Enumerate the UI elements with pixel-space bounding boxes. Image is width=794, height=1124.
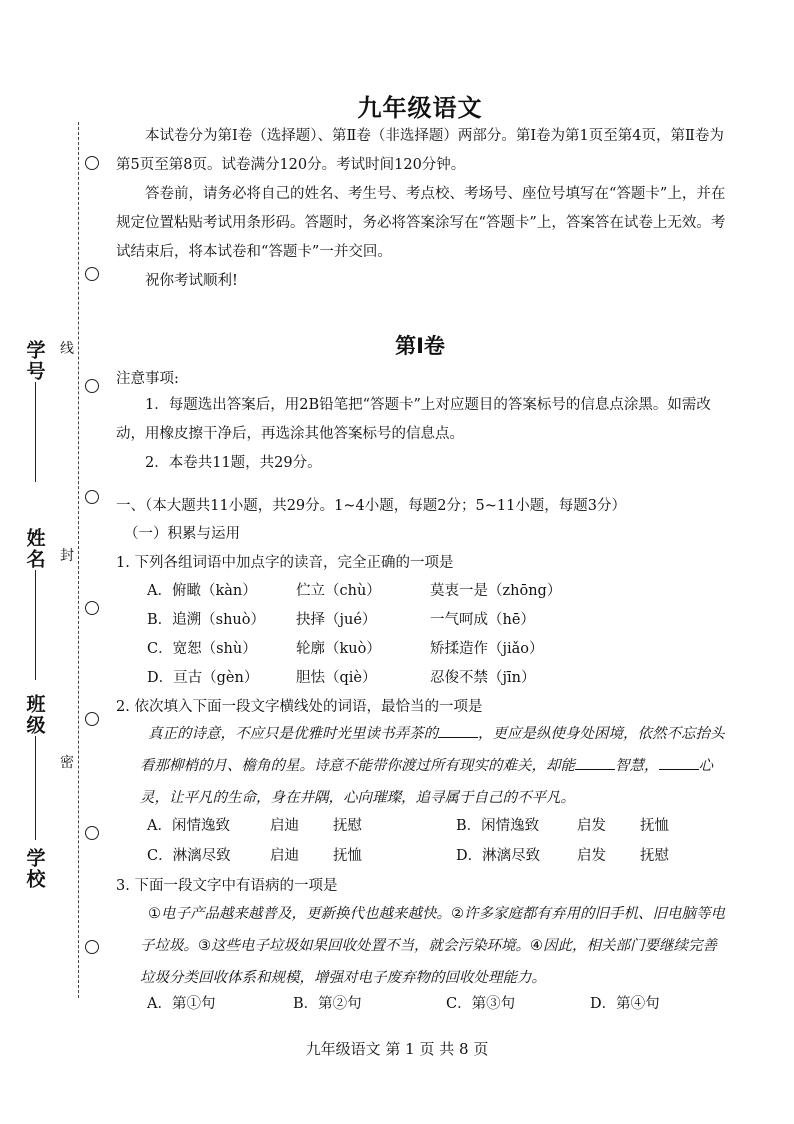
seal-char-mi: 密 (60, 755, 74, 771)
page-footer: 九年级语文 第 1 页 共 8 页 (305, 1040, 489, 1058)
q1-option-c-3: 矫揉造作（jiǎo） (430, 641, 544, 657)
class-line (35, 736, 36, 840)
q3-option-a[interactable]: A．第①句 (147, 996, 216, 1012)
intro-paragraph-3: 祝你考试顺利! (145, 273, 238, 289)
exam-title: 九年级语文 (357, 94, 483, 122)
student-id-line (35, 382, 36, 482)
notice-2: 2．本卷共11题，共29分。 (145, 455, 322, 471)
intro-paragraph-1: 本试卷分为第Ⅰ卷（选择题）、第Ⅱ卷（非选择题）两部分。第Ⅰ卷为第1页至第4页，第Ⅱ卷为第5页至第8页。试卷满分120分。考试时间120分钟。 (116, 128, 724, 173)
q3-option-c[interactable]: C．第③句 (446, 996, 516, 1012)
binding-hole (85, 379, 99, 393)
section-title: 第Ⅰ卷 (395, 334, 445, 358)
binding-hole (85, 601, 99, 615)
q3-stem: 3. 下面一段文字中有语病的一项是 (116, 878, 338, 894)
q2-option-b-2: 启发 (577, 818, 606, 834)
q2-option-c-3: 抚恤 (333, 848, 362, 864)
binding-hole (85, 940, 99, 954)
q2-passage (140, 718, 726, 814)
q2-option-b-1[interactable]: B．闲情逸致 (456, 818, 540, 834)
q2-text-a: 真正的诗意，不应只是优雅时光里读书弄茶的 (148, 726, 438, 742)
q2-text-d: 心灵，让平凡的生命，身在井隅，心向璀璨，追寻属于自己的不平凡。 (140, 758, 713, 806)
q1-option-a-3: 莫衷一是（zhōng） (430, 583, 562, 599)
seal-char-feng: 封 (60, 548, 74, 564)
school-label: 学校 (23, 848, 46, 890)
q1-option-d-2: 胆怯（qiè） (296, 670, 377, 686)
q3-option-d[interactable]: D．第④句 (590, 996, 660, 1012)
q2-option-c-2: 启迪 (270, 848, 299, 864)
school-field[interactable] (22, 848, 48, 890)
q3-option-b[interactable]: B．第②句 (293, 996, 362, 1012)
q2-blank-1 (438, 723, 478, 738)
q1-option-a-2: 伫立（chù） (296, 583, 381, 599)
q3-passage: ①电子产品越来越普及，更新换代也越来越快。②许多家庭都有弃用的旧手机、旧电脑等电子垃圾。③这些电子垃圾如果回收处置不当，就会污染环境。④因此，相关部门要继续完善垃圾分类回收体系和规模，增强对电子废弃物的回收处理能力。 (140, 906, 725, 986)
notice-1: 1．每题选出答案后，用2B铅笔把“答题卡”上对应题目的答案标号的信息点涂黑。如需改动，用橡皮擦干净后，再选涂其他答案标号的信息点。 (116, 397, 711, 442)
name-label: 姓名 (23, 528, 46, 570)
intro-paragraph-2: 答卷前，请务必将自己的姓名、考生号、考点校、考场号、座位号填写在“答题卡”上，并在规定位置粘贴考试用条形码。答题时，务必将答案涂写在“答题卡”上，答案答在试卷上无效。考试结束后，将本试卷和“答题卡”一并交回。 (116, 186, 726, 260)
q1-option-b-2: 抉择（jué） (296, 612, 377, 628)
q1-option-c-2: 轮廓（kuò） (296, 641, 381, 657)
class-field[interactable] (22, 694, 48, 840)
q2-option-d-2: 启发 (577, 848, 606, 864)
part-heading: 一、（本大题共11小题，共29分。1~4小题，每题2分；5~11小题，每题3分） (116, 498, 627, 514)
q2-blank-2 (575, 755, 615, 770)
q1-option-c-1[interactable]: C．宽恕（shù） (147, 641, 257, 657)
student-id-label: 学号 (23, 340, 46, 382)
q1-option-b-1[interactable]: B．追溯（shuò） (147, 612, 266, 628)
q2-option-c-1[interactable]: C．淋漓尽致 (147, 848, 231, 864)
q2-option-d-1[interactable]: D．淋漓尽致 (456, 848, 541, 864)
notice-label: 注意事项: (116, 371, 179, 387)
q1-stem: 1. 下列各组词语中加点字的读音，完全正确的一项是 (116, 555, 454, 571)
seal-char-xian: 线 (60, 341, 74, 357)
q2-option-a-3: 抚慰 (333, 818, 362, 834)
binding-hole (85, 826, 99, 840)
q2-option-a-1[interactable]: A．闲情逸致 (147, 818, 230, 834)
subsection-heading: （一）积累与运用 (124, 526, 240, 542)
q2-blank-3 (659, 755, 699, 770)
name-line (35, 570, 36, 680)
q1-option-b-3: 一气呵成（hē） (430, 612, 535, 628)
binding-hole (85, 267, 99, 281)
q1-option-d-1[interactable]: D．亘古（gèn） (147, 670, 259, 686)
q1-option-a-1[interactable]: A．俯瞰（kàn） (147, 583, 257, 599)
student-id-field[interactable] (22, 340, 48, 482)
q2-option-b-3: 抚恤 (640, 818, 669, 834)
q2-option-a-2: 启迪 (270, 818, 299, 834)
name-field[interactable] (22, 528, 48, 680)
class-label: 班级 (23, 694, 46, 736)
q2-text-b: ，更应是纵使身处困境，依然不忘抬头看那柳梢的月、檐角的星。诗意不能带你渡过所有现实的难关，却能 (140, 726, 725, 774)
binding-hole (85, 490, 99, 504)
binding-dashed-line (78, 122, 79, 998)
binding-hole (85, 156, 99, 170)
q1-option-d-3: 忍俊不禁（jīn） (430, 670, 536, 686)
q2-option-d-3: 抚慰 (640, 848, 669, 864)
binding-hole (85, 712, 99, 726)
q2-text-c: 智慧， (615, 758, 659, 774)
q2-stem: 2. 依次填入下面一段文字横线处的词语，最恰当的一项是 (116, 699, 483, 715)
